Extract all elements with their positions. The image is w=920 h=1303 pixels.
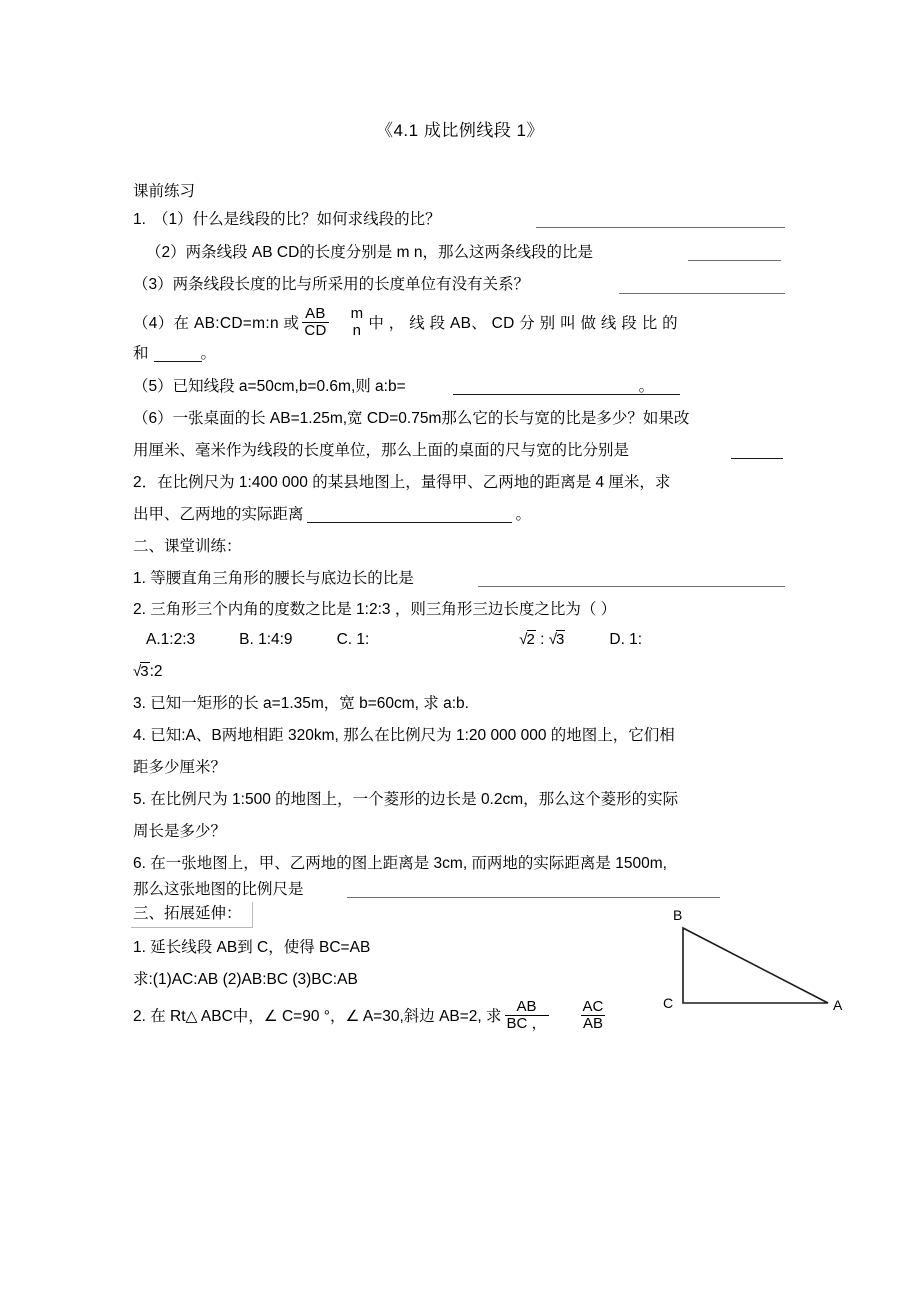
- question-1-1: [133, 210, 441, 230]
- choice-d[interactable]: D. 1:: [609, 631, 643, 648]
- choice-c-separator: :: [535, 631, 549, 648]
- choice-d-tail: :2: [149, 663, 163, 680]
- fraction-denominator: BC ，: [506, 1015, 547, 1033]
- q1-5-num: （5）: [133, 378, 173, 395]
- sqrt-3-second: √3: [133, 663, 149, 680]
- triangle-vertex-label-c: C: [663, 995, 674, 1011]
- section-three-q1-line1: 1. 延长线段 AB到 C，使得 BC=AB: [133, 939, 371, 956]
- answer-rule-2-1[interactable]: [478, 586, 785, 587]
- section-three-heading: 三、拓展延伸：: [131, 902, 253, 928]
- section-two-q5-line2: 周长是多少？: [133, 823, 227, 840]
- sqrt-radicand: 3: [140, 663, 149, 680]
- question-1-2: [146, 243, 593, 263]
- fraction-ab-bc: [505, 999, 549, 1032]
- question-1-3: [133, 275, 529, 295]
- triangle-shape: [683, 928, 828, 1003]
- question-1-6-line2: 用厘米、毫米作为线段的长度单位，那么上面的桌面的尺与宽的比分别是: [133, 442, 630, 459]
- section-two-q1: 1. 等腰直角三角形的腰长与底边长的比是: [133, 570, 414, 587]
- choice-b[interactable]: B. 1:4:9: [239, 631, 293, 648]
- fraction-numerator: AB: [505, 999, 549, 1016]
- question-1-4: [133, 307, 678, 340]
- answer-rule-1-3[interactable]: [619, 293, 785, 294]
- choice-c-prefix: C. 1:: [336, 631, 370, 648]
- sqrt-radicand: 2: [526, 631, 535, 648]
- fraction-ab-cd: [302, 306, 328, 339]
- choice-c[interactable]: [337, 631, 370, 648]
- fraction-numerator: AB: [302, 306, 328, 323]
- choices-row: [146, 630, 642, 650]
- sqrt-3: √3: [548, 631, 565, 648]
- question-2-text: 出甲、乙两地的实际距离: [133, 506, 304, 523]
- q1-3-num: （3）: [133, 276, 173, 293]
- q1-1-text: 什么是线段的比？如何求线段的比？: [192, 211, 441, 228]
- section-two-q3: 3. 已知一矩形的长 a=1.35m，宽 b=60cm, 求 a:b.: [133, 695, 469, 712]
- section-two-q6-line1: 6. 在一张地图上，甲、乙两地的图上距离是 3cm, 而两地的实际距离是 1500m,: [133, 855, 667, 872]
- section-three-q2: [133, 1000, 608, 1033]
- fraction-ac-ab: [581, 999, 606, 1032]
- section-two-heading: 二、课堂训练：: [133, 538, 242, 555]
- page-title: 《4.1 成比例线段 1》: [375, 121, 545, 140]
- q1-2-text: 两条线段 AB CD的长度分别是 m n，那么这两条线段的比是: [185, 244, 593, 261]
- section-three-q1-line2: 求:(1)AC:AB (2)AB:BC (3)BC:AB: [133, 971, 358, 988]
- section-two-q2: 2. 三角形三个内角的度数之比是 1:2:3 ，则三角形三边长度之比为（ ）: [133, 601, 617, 618]
- sqrt-2: √2: [519, 631, 535, 648]
- q1-3-text: 两条线段长度的比与所采用的长度单位有没有关系？: [172, 276, 530, 293]
- q1-4-text-c: 和: [133, 345, 149, 362]
- choice-d-cont: [133, 662, 163, 682]
- section-two-q5-line1: 5. 在比例尺为 1:500 的地图上，一个菱形的边长是 0.2cm，那么这个菱形的实际: [133, 791, 679, 808]
- section-two-q4-line1: 4. 已知:A、B两地相距 320km, 那么在比例尺为 1:20 000 000 的地图上，它们相: [133, 727, 675, 744]
- q1-1-num: （1）: [152, 211, 193, 228]
- q1-5-text: 已知线段 a=50cm,b=0.6m,则 a:b=: [172, 378, 406, 395]
- q1-6-num: （6）: [133, 410, 173, 427]
- question-2-tail: 。: [515, 506, 532, 523]
- question-1-6-line1: [133, 409, 689, 429]
- fraction-denominator: AB: [582, 1015, 603, 1033]
- triangle-vertex-label-b: B: [673, 907, 683, 923]
- answer-rule-2-6[interactable]: [347, 897, 720, 898]
- answer-rule-2[interactable]: [307, 522, 512, 523]
- q1-2-num: （2）: [146, 244, 186, 261]
- question-2-line1: 2．在比例尺为 1:400 000 的某县地图上，量得甲、乙两地的距离是 4 厘米，求: [133, 474, 671, 491]
- answer-rule-1-5[interactable]: [453, 394, 680, 395]
- q1-4-text-d: 。: [200, 345, 217, 362]
- fraction-numerator: AC: [582, 998, 604, 1015]
- q1-number: 1.: [133, 211, 146, 228]
- q1-4-text-b: 中 ， 线 段 AB、 CD 分 别 叫 做 线 段 比 的: [368, 314, 678, 332]
- q1-4-num: （4）: [133, 314, 174, 332]
- q1-5-tail: 。: [638, 378, 655, 395]
- answer-rule-1-4[interactable]: [154, 361, 202, 362]
- answer-rule-1-1[interactable]: [536, 227, 785, 228]
- triangle-vertex-label-a: A: [833, 997, 843, 1013]
- section-three-q2-prefix: 2. 在 Rt△ ABC中，∠ C=90 °，∠ A=30,斜边 AB=2, 求: [133, 1007, 502, 1025]
- sqrt-radicand: 3: [556, 631, 565, 648]
- section-two-q4-line2: 距多少厘米？: [133, 759, 227, 776]
- fraction-denominator: n: [352, 322, 362, 340]
- section-two-q6-line2: 那么这张地图的比例尺是: [133, 881, 304, 898]
- fraction-m-n: [349, 306, 366, 339]
- q1-4-text-a: 在 AB:CD=m:n 或: [173, 314, 300, 332]
- right-triangle-figure: [650, 900, 860, 1030]
- q1-6-text1: 一张桌面的长 AB=1.25m,宽 CD=0.75m那么它的长与宽的比是多少？如果改: [172, 410, 690, 427]
- answer-rule-1-2[interactable]: [688, 260, 781, 261]
- fraction-denominator: CD: [304, 322, 327, 340]
- choice-a[interactable]: A.1:2:3: [146, 631, 196, 648]
- answer-rule-1-6[interactable]: [731, 458, 783, 459]
- pre-practice-heading: 课前练习: [133, 183, 196, 200]
- fraction-numerator: m: [350, 305, 364, 322]
